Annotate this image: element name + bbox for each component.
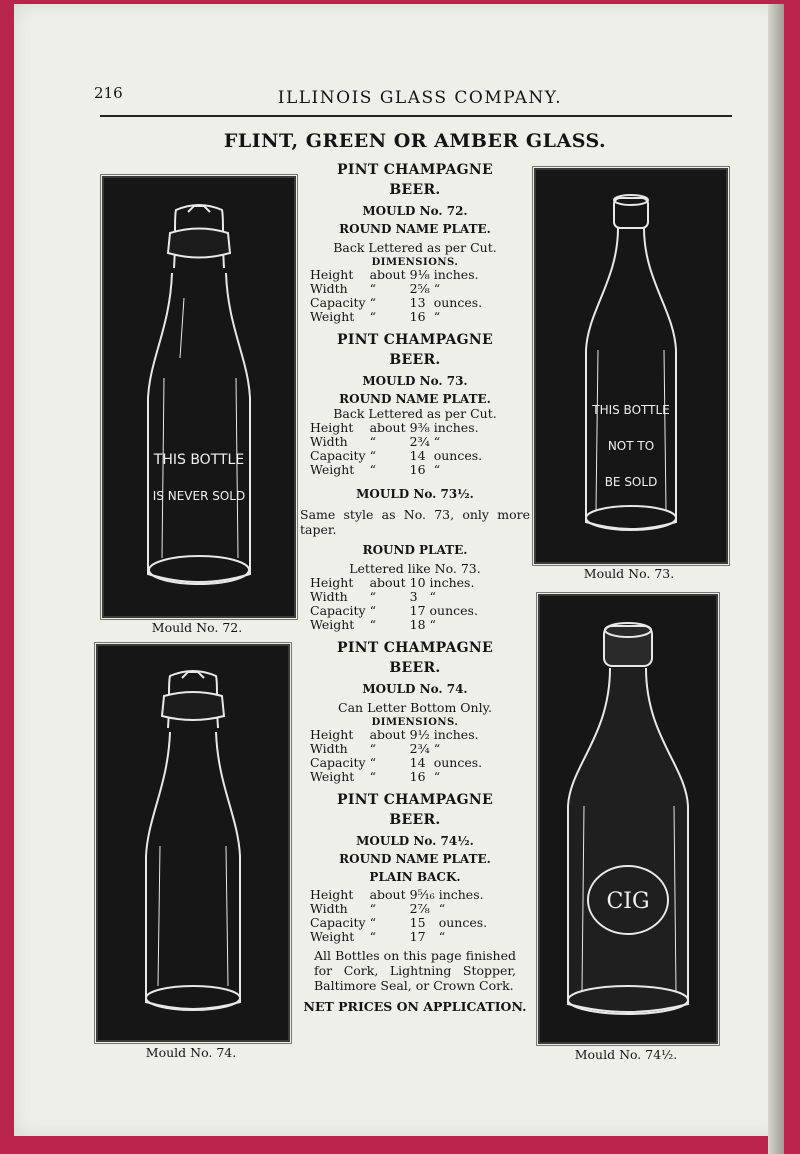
- dim-qualifier: about: [369, 267, 406, 282]
- entry-74-dimensions-label: DIMENSIONS.: [371, 717, 459, 728]
- dim-unit: ounces.: [433, 755, 483, 770]
- dim-label: Width: [310, 589, 348, 604]
- bottle-illustration-73: [534, 168, 728, 564]
- dim-qualifier: “: [369, 603, 376, 618]
- dim-qualifier: “: [369, 295, 376, 310]
- page-binding-edge: [768, 4, 784, 1154]
- dim-row: [308, 282, 484, 296]
- dim-row: [308, 449, 484, 463]
- entry-72-plate: ROUND NAME PLATE.: [339, 222, 491, 236]
- dim-label: Height: [310, 887, 354, 902]
- dim-label: Height: [310, 575, 354, 590]
- dim-qualifier: “: [369, 434, 376, 449]
- dim-value: 9⅛: [409, 267, 430, 282]
- entry-72-mould: MOULD No. 72.: [362, 204, 468, 218]
- dim-unit: “: [433, 434, 441, 449]
- dim-row: [308, 435, 484, 449]
- bottle-73-embossing-line1: THIS BOTTLE: [592, 403, 670, 417]
- net-prices-note: NET PRICES ON APPLICATION.: [303, 999, 527, 1014]
- dim-value: 3: [409, 589, 418, 604]
- bottle-74-half-drawing: [540, 596, 716, 1042]
- dim-qualifier: about: [369, 887, 406, 902]
- dim-label: Height: [310, 267, 354, 282]
- entry-72-note: Back Lettered as per Cut.: [333, 240, 497, 255]
- dim-value: 2⅞: [409, 901, 430, 916]
- dim-qualifier: “: [369, 901, 376, 916]
- dim-unit: “: [429, 589, 436, 604]
- dim-label: Width: [310, 901, 348, 916]
- dim-value: 18: [409, 617, 426, 632]
- entry-74-half-dimensions: [308, 888, 489, 944]
- dim-label: Width: [310, 281, 348, 296]
- dim-label: Capacity: [310, 448, 366, 463]
- entry-73-half-note: Same style as No. 73, only more taper.: [300, 507, 530, 537]
- dim-label: Width: [310, 434, 348, 449]
- dim-unit: “: [433, 309, 441, 324]
- bottle-illustration-72: [102, 176, 296, 618]
- dim-qualifier: “: [369, 589, 376, 604]
- dim-unit: ounces.: [433, 448, 483, 463]
- bottle-74-half-monogram: CIG: [606, 889, 650, 914]
- dim-qualifier: “: [369, 309, 376, 324]
- dim-unit: ounces.: [429, 603, 478, 618]
- dim-unit: “: [438, 901, 446, 916]
- dim-row: [308, 902, 489, 916]
- dim-value: 2¾: [409, 741, 430, 756]
- dim-row: [308, 728, 484, 742]
- entry-73-mould: MOULD No. 73.: [362, 374, 468, 388]
- dim-unit: “: [433, 281, 441, 296]
- entry-74-note: Can Letter Bottom Only.: [338, 700, 492, 715]
- dim-row: [308, 463, 484, 477]
- entry-74-mould: MOULD No. 74.: [362, 682, 468, 696]
- dim-unit: ounces.: [438, 915, 488, 930]
- bottle-illustration-74: [96, 644, 290, 1042]
- dim-row: [308, 576, 480, 590]
- entry-72-heading-sub: BEER.: [389, 182, 441, 198]
- entry-74-half-back: PLAIN BACK.: [369, 870, 461, 884]
- entry-74-heading-sub: BEER.: [389, 660, 441, 676]
- dim-qualifier: about: [369, 575, 406, 590]
- dim-value: 15: [409, 915, 426, 930]
- dim-row: [308, 590, 480, 604]
- center-text-column: [300, 160, 530, 1014]
- dim-row: [308, 296, 484, 310]
- caption-mould-74: Mould No. 74.: [145, 1045, 237, 1060]
- dim-label: Capacity: [310, 915, 366, 930]
- dim-qualifier: about: [369, 420, 406, 435]
- dim-value: 14: [409, 448, 426, 463]
- dim-row: [308, 770, 484, 784]
- dim-row: [308, 310, 484, 324]
- dim-value: 17: [409, 929, 426, 944]
- caption-mould-74-half: Mould No. 74½.: [574, 1047, 678, 1062]
- entry-73-half-mould: MOULD No. 73½.: [356, 487, 474, 501]
- dim-value: 17: [409, 603, 426, 618]
- dim-label: Weight: [310, 462, 355, 477]
- dim-unit: “: [438, 929, 446, 944]
- dim-qualifier: “: [369, 755, 376, 770]
- entry-74-half-heading-sub: BEER.: [389, 812, 441, 828]
- dim-row: [308, 888, 489, 902]
- dim-value: 16: [409, 462, 426, 477]
- dim-row: [308, 604, 480, 618]
- dim-label: Weight: [310, 769, 355, 784]
- bottle-72-embossing-line2: IS NEVER SOLD: [152, 489, 246, 503]
- entry-74-heading: PINT CHAMPAGNE: [337, 640, 493, 656]
- entry-74-half-heading: PINT CHAMPAGNE: [337, 792, 493, 808]
- dim-qualifier: “: [369, 915, 376, 930]
- caption-mould-73: Mould No. 73.: [583, 566, 675, 581]
- dim-unit: inches.: [433, 267, 479, 282]
- dim-unit: inches.: [438, 887, 484, 902]
- dim-qualifier: “: [369, 769, 376, 784]
- dim-unit: inches.: [433, 727, 479, 742]
- dim-qualifier: “: [369, 448, 376, 463]
- entry-73-dimensions: [308, 421, 484, 477]
- dim-value: 9½: [409, 727, 430, 742]
- entry-mould-73: [300, 330, 530, 477]
- dim-row: [308, 742, 484, 756]
- dim-row: [308, 268, 484, 282]
- dim-qualifier: “: [369, 929, 376, 944]
- dim-label: Capacity: [310, 295, 366, 310]
- bottle-73-embossing-line3: BE SOLD: [604, 475, 658, 489]
- bottle-illustration-74-half: [538, 594, 718, 1044]
- dim-value: 2⅝: [409, 281, 430, 296]
- dim-label: Width: [310, 741, 348, 756]
- dim-value: 16: [409, 769, 426, 784]
- bottle-73-embossing-line2: NOT TO: [607, 439, 655, 453]
- entry-73-half-dimensions: [308, 576, 480, 632]
- dim-qualifier: about: [369, 727, 406, 742]
- dim-value: 13: [409, 295, 426, 310]
- entry-73-half-plate: ROUND PLATE.: [362, 543, 468, 557]
- dim-unit: inches.: [429, 575, 475, 590]
- dim-row: [308, 916, 489, 930]
- dim-qualifier: “: [369, 281, 376, 296]
- dim-label: Weight: [310, 309, 355, 324]
- entry-mould-72: [300, 160, 530, 324]
- dim-value: 14: [409, 755, 426, 770]
- page-title: FLINT, GREEN OR AMBER GLASS.: [223, 130, 607, 152]
- dim-label: Capacity: [310, 603, 366, 618]
- running-head: ILLINOIS GLASS COMPANY.: [277, 88, 563, 108]
- dim-unit: “: [433, 741, 441, 756]
- dim-unit: “: [433, 769, 441, 784]
- entry-73-note: Back Lettered as per Cut.: [333, 406, 497, 421]
- dim-unit: inches.: [433, 420, 479, 435]
- dim-unit: ounces.: [433, 295, 483, 310]
- header-rule: [100, 115, 732, 117]
- dim-value: 10: [409, 575, 426, 590]
- dim-label: Height: [310, 727, 354, 742]
- entry-72-heading: PINT CHAMPAGNE: [337, 162, 493, 178]
- dim-value: 2¾: [409, 434, 430, 449]
- page-number: 216: [94, 84, 123, 102]
- bottle-74-drawing: [98, 646, 288, 1040]
- entry-74-dimensions: [308, 728, 484, 784]
- entry-73-heading: PINT CHAMPAGNE: [337, 332, 493, 348]
- dim-value: 16: [409, 309, 426, 324]
- entry-73-half-lettered: Lettered like No. 73.: [349, 561, 481, 576]
- bottle-73-drawing: [536, 170, 726, 562]
- entry-74-half-plate: ROUND NAME PLATE.: [339, 852, 491, 866]
- entry-mould-73-half: [300, 487, 530, 632]
- dim-unit: “: [429, 617, 436, 632]
- entry-72-dimensions: [308, 268, 484, 324]
- entry-73-plate: ROUND NAME PLATE.: [339, 392, 491, 406]
- entry-74-half-mould: MOULD No. 74½.: [356, 834, 474, 848]
- dim-row: [308, 421, 484, 435]
- entry-mould-74-half: [300, 790, 530, 1014]
- dim-row: [308, 930, 489, 944]
- caption-mould-72: Mould No. 72.: [151, 620, 243, 635]
- dim-value: 9⅜: [409, 420, 430, 435]
- dim-qualifier: “: [369, 617, 376, 632]
- dim-label: Capacity: [310, 755, 366, 770]
- dim-row: [308, 618, 480, 632]
- dim-label: Weight: [310, 929, 355, 944]
- dim-row: [308, 756, 484, 770]
- finish-note: All Bottles on this page finished for Cork, Lightning Stopper, Baltimore Seal, or Crown Cork.: [314, 948, 516, 993]
- entry-72-dimensions-label: DIMENSIONS.: [371, 257, 459, 268]
- dim-unit: “: [433, 462, 441, 477]
- bottle-72-drawing: [104, 178, 294, 616]
- dim-qualifier: “: [369, 462, 376, 477]
- entry-mould-74: [300, 638, 530, 784]
- dim-label: Weight: [310, 617, 355, 632]
- dim-label: Height: [310, 420, 354, 435]
- dim-qualifier: “: [369, 741, 376, 756]
- dim-value: 9⁵⁄₁₆: [409, 887, 435, 902]
- bottle-72-embossing-line1: THIS BOTTLE: [153, 452, 245, 468]
- entry-73-heading-sub: BEER.: [389, 352, 441, 368]
